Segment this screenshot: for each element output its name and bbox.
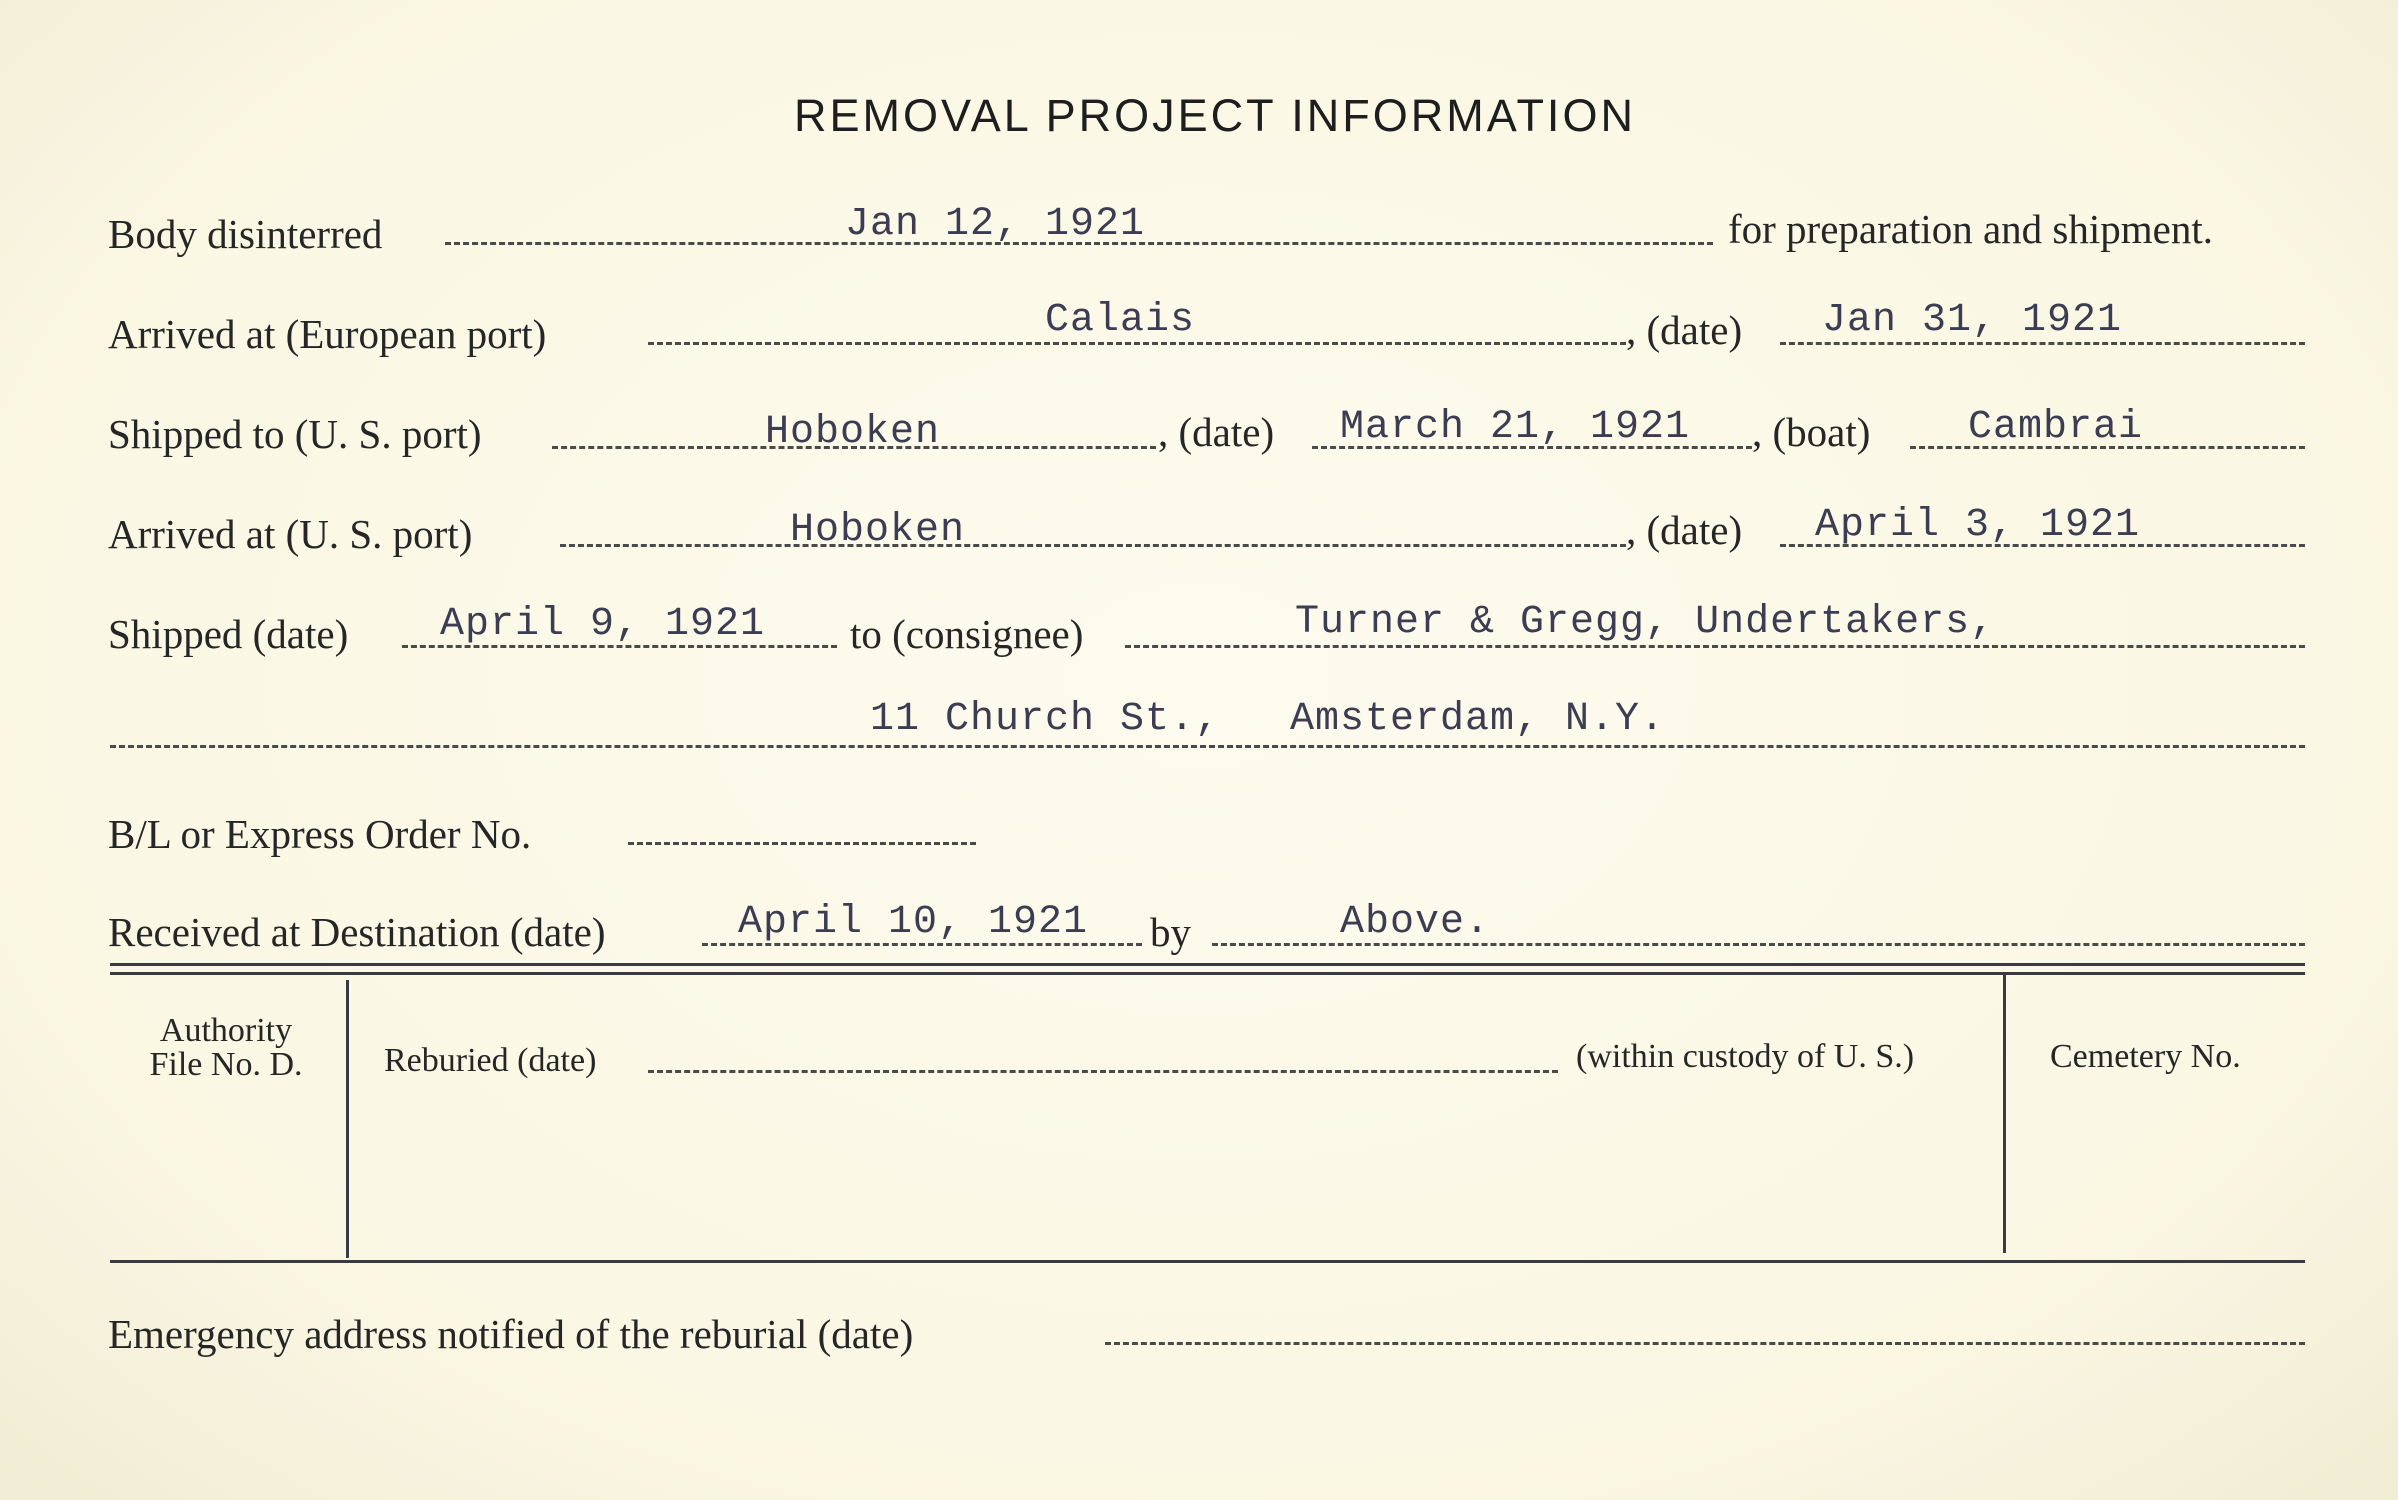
body-disinterred-value: Jan 12, 1921: [845, 202, 1146, 247]
table-divider-left: [346, 980, 349, 1258]
arrived-us-port-label: Arrived at (U. S. port): [108, 511, 473, 557]
arrived-us-port-value: Hoboken: [790, 508, 966, 553]
shipped-us-port-label: Shipped to (U. S. port): [108, 411, 482, 457]
address-city: Amsterdam, N.Y.: [1290, 697, 1666, 742]
received-by-label: by: [1150, 909, 1191, 955]
shipped-us-date-label: , (date): [1158, 409, 1275, 455]
emergency-address-label: Emergency address notified of the reburial (date): [108, 1311, 914, 1357]
shipped-us-date-value: March 21, 1921: [1340, 405, 1691, 450]
table-top-rule-1: [110, 963, 2305, 966]
address-line: [110, 745, 2305, 748]
table-top-rule-2: [110, 972, 2305, 975]
bl-order-line: [628, 842, 976, 845]
authority-label-line2: File No. D.: [149, 1046, 303, 1083]
consignee-line: [1125, 645, 2305, 648]
body-disinterred-label: Body disinterred: [108, 211, 383, 257]
arrived-european-port-value: Calais: [1045, 298, 1196, 343]
arrived-us-date-value: April 3, 1921: [1815, 503, 2141, 548]
arrived-european-date-value: Jan 31, 1921: [1822, 298, 2123, 343]
arrived-european-date-label: , (date): [1626, 307, 1743, 353]
received-by-value: Above.: [1340, 900, 1491, 945]
shipped-date-value: April 9, 1921: [440, 602, 766, 647]
shipped-date-label: Shipped (date): [108, 611, 349, 657]
reburied-line: [648, 1070, 1558, 1073]
authority-label-line1: Authority: [159, 1012, 293, 1049]
arrived-european-port-label: Arrived at (European port): [108, 311, 547, 357]
shipped-us-port-value: Hoboken: [765, 410, 941, 455]
arrived-us-date-label: , (date): [1626, 507, 1743, 553]
received-destination-value: April 10, 1921: [738, 900, 1089, 945]
shipped-us-boat-label: , (boat): [1752, 409, 1871, 455]
cemetery-label: Cemetery No.: [2050, 1038, 2241, 1075]
consignee-label: to (consignee): [850, 611, 1084, 657]
table-bottom-rule: [110, 1260, 2305, 1263]
custody-label: (within custody of U. S.): [1576, 1038, 1915, 1075]
shipped-us-boat-value: Cambrai: [1968, 405, 2144, 450]
consignee-value: Turner & Gregg, Undertakers,: [1295, 600, 1996, 645]
arrived-us-port-line: [560, 544, 1626, 547]
bl-order-label: B/L or Express Order No.: [108, 811, 532, 857]
received-destination-label: Received at Destination (date): [108, 909, 606, 955]
address-street: 11 Church St.,: [870, 697, 1221, 742]
page-title: REMOVAL PROJECT INFORMATION: [794, 90, 1636, 141]
emergency-address-line: [1105, 1342, 2305, 1345]
table-divider-right: [2003, 975, 2006, 1253]
reburied-label: Reburied (date): [384, 1042, 597, 1079]
preparation-shipment-label: for preparation and shipment.: [1728, 206, 2214, 252]
